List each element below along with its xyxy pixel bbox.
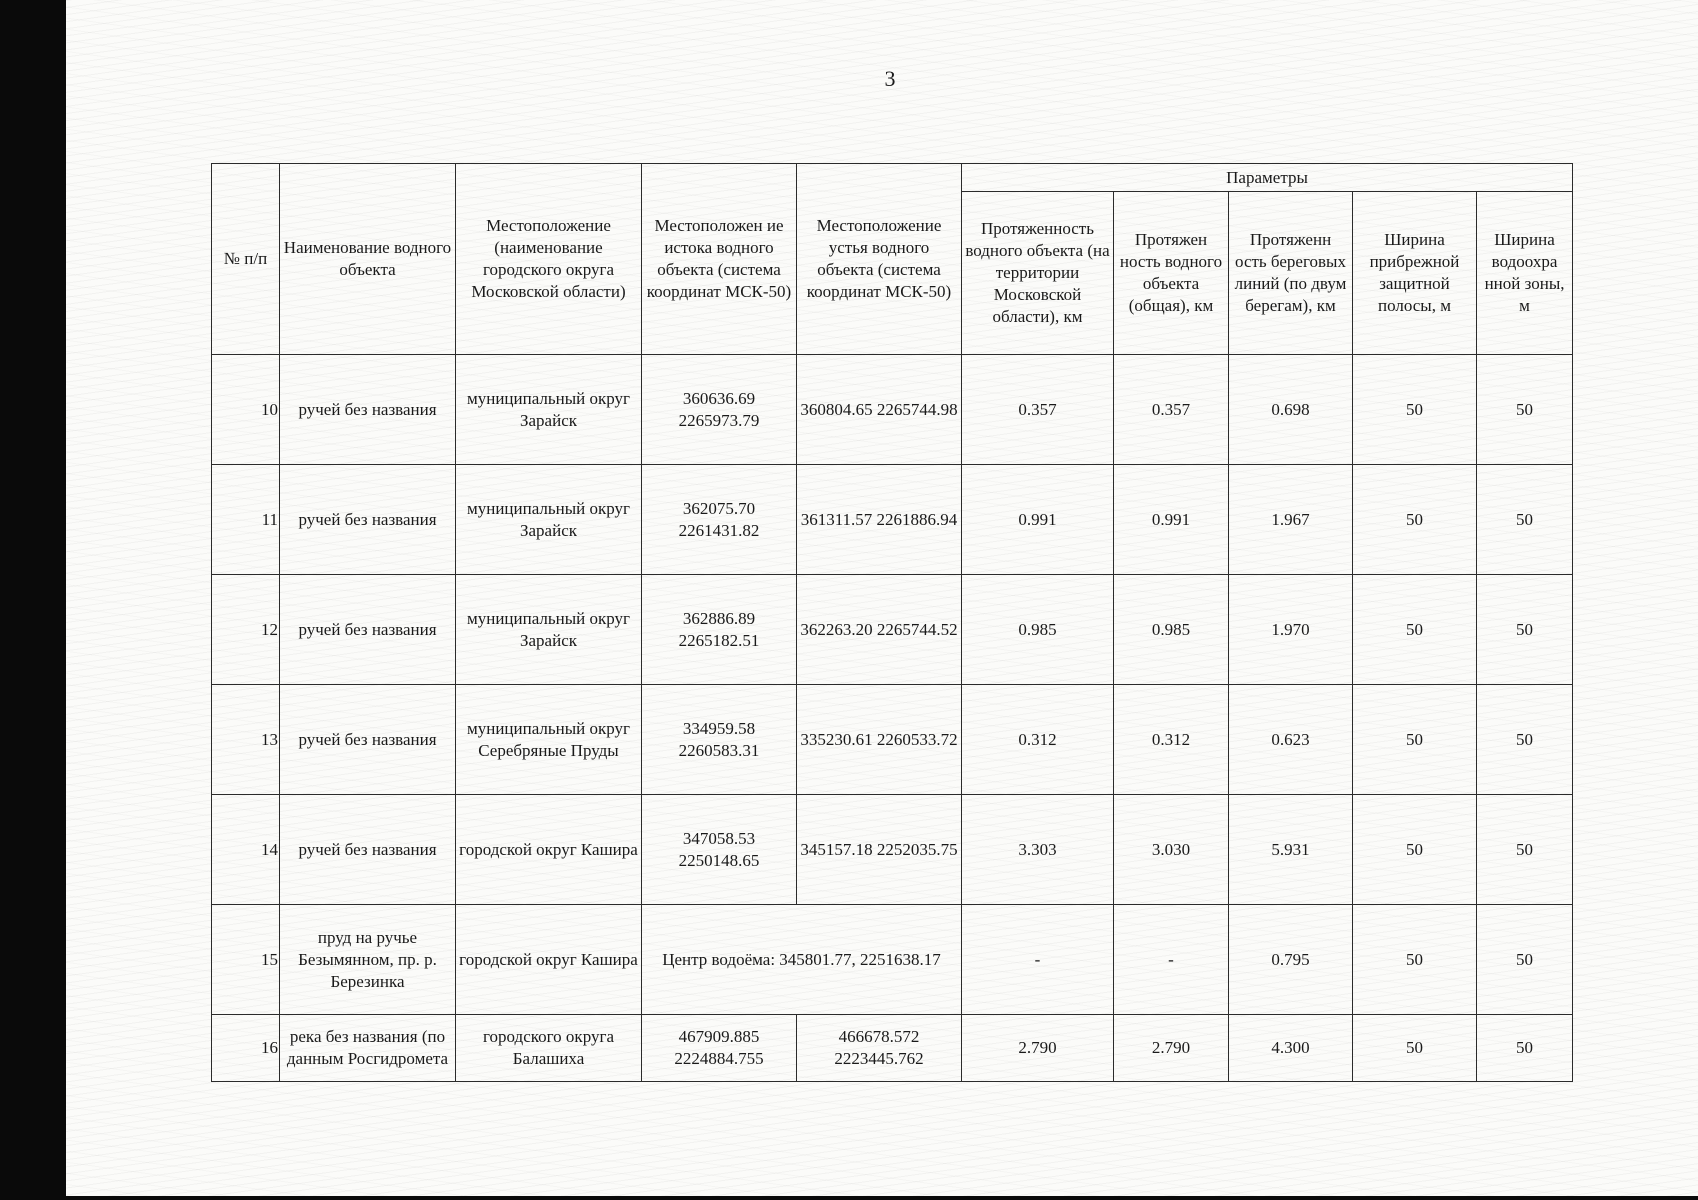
mouth-coordinates: 335230.61 2260533.72 (797, 685, 962, 795)
water-objects-table (211, 163, 1573, 1082)
protection-zone-width: 50 (1477, 795, 1573, 905)
row-num: 11 (212, 465, 280, 575)
row-num: 12 (212, 575, 280, 685)
table-row (212, 465, 1573, 575)
shore-length: 5.931 (1229, 795, 1353, 905)
mouth-coordinates: 360804.65 2265744.98 (797, 355, 962, 465)
length-total: - (1114, 905, 1229, 1015)
header-length-mo: Протяженность водного объекта (на территории Московской области), км (962, 192, 1114, 355)
protection-zone-width: 50 (1477, 685, 1573, 795)
object-location: муниципальный округ Зарайск (456, 465, 642, 575)
object-location: городской округ Кашира (456, 905, 642, 1015)
table-row (212, 575, 1573, 685)
length-total: 0.991 (1114, 465, 1229, 575)
coastal-strip-width: 50 (1353, 355, 1477, 465)
coastal-strip-width: 50 (1353, 685, 1477, 795)
shore-length: 0.623 (1229, 685, 1353, 795)
length-total: 3.030 (1114, 795, 1229, 905)
coastal-strip-width: 50 (1353, 575, 1477, 685)
scan-bottom-edge (0, 1196, 1698, 1200)
shore-length: 0.795 (1229, 905, 1353, 1015)
table-row (212, 685, 1573, 795)
protection-zone-width: 50 (1477, 465, 1573, 575)
mouth-coordinates: 345157.18 2252035.75 (797, 795, 962, 905)
object-name: ручей без названия (280, 575, 456, 685)
pond-center-coordinates: Центр водоёма: 345801.77, 2251638.17 (642, 905, 962, 1015)
table-row (212, 795, 1573, 905)
protection-zone-width: 50 (1477, 1015, 1573, 1082)
object-location: муниципальный округ Зарайск (456, 355, 642, 465)
length-total: 0.312 (1114, 685, 1229, 795)
header-location: Местоположение (наименование городского округа Московской области) (456, 164, 642, 355)
header-params: Параметры (962, 164, 1573, 192)
coastal-strip-width: 50 (1353, 795, 1477, 905)
protection-zone-width: 50 (1477, 575, 1573, 685)
protection-zone-width: 50 (1477, 905, 1573, 1015)
length-total: 0.357 (1114, 355, 1229, 465)
table-row (212, 1015, 1573, 1082)
row-num: 10 (212, 355, 280, 465)
mouth-coordinates: 362263.20 2265744.52 (797, 575, 962, 685)
length-total: 0.985 (1114, 575, 1229, 685)
protection-zone-width: 50 (1477, 355, 1573, 465)
shore-length: 1.970 (1229, 575, 1353, 685)
shore-length: 1.967 (1229, 465, 1353, 575)
row-num: 16 (212, 1015, 280, 1082)
header-shore-length: Протяженн ость береговых линий (по двум берегам), км (1229, 192, 1353, 355)
row-num: 15 (212, 905, 280, 1015)
source-coordinates: 360636.69 2265973.79 (642, 355, 797, 465)
object-location: городской округ Кашира (456, 795, 642, 905)
shore-length: 0.698 (1229, 355, 1353, 465)
object-name: ручей без названия (280, 465, 456, 575)
coastal-strip-width: 50 (1353, 465, 1477, 575)
object-location: муниципальный округ Зарайск (456, 575, 642, 685)
source-coordinates: 467909.885 2224884.755 (642, 1015, 797, 1082)
header-row (212, 164, 1573, 192)
object-location: муниципальный округ Серебряные Пруды (456, 685, 642, 795)
length-mo: 0.357 (962, 355, 1114, 465)
header-length-total: Протяжен ность водного объекта (общая), км (1114, 192, 1229, 355)
length-mo: 0.985 (962, 575, 1114, 685)
length-total: 2.790 (1114, 1015, 1229, 1082)
length-mo: 2.790 (962, 1015, 1114, 1082)
scan-left-edge (0, 0, 66, 1200)
coastal-strip-width: 50 (1353, 1015, 1477, 1082)
header-name: Наименование водного объекта (280, 164, 456, 355)
table-row (212, 905, 1573, 1015)
object-location: городского округа Балашиха (456, 1015, 642, 1082)
mouth-coordinates: 361311.57 2261886.94 (797, 465, 962, 575)
source-coordinates: 347058.53 2250148.65 (642, 795, 797, 905)
source-coordinates: 362886.89 2265182.51 (642, 575, 797, 685)
length-mo: 3.303 (962, 795, 1114, 905)
source-coordinates: 362075.70 2261431.82 (642, 465, 797, 575)
mouth-coordinates: 466678.572 2223445.762 (797, 1015, 962, 1082)
row-num: 14 (212, 795, 280, 905)
object-name: ручей без названия (280, 355, 456, 465)
object-name: пруд на ручье Безымянном, пр. р. Березинка (280, 905, 456, 1015)
header-source: Местоположен ие истока водного объекта (система координат МСК-50) (642, 164, 797, 355)
length-mo: 0.991 (962, 465, 1114, 575)
object-name: река без названия (по данным Росгидромета (280, 1015, 456, 1082)
header-mouth: Местоположение устья водного объекта (система координат МСК-50) (797, 164, 962, 355)
coastal-strip-width: 50 (1353, 905, 1477, 1015)
object-name: ручей без названия (280, 685, 456, 795)
object-name: ручей без названия (280, 795, 456, 905)
source-coordinates: 334959.58 2260583.31 (642, 685, 797, 795)
page-number: 3 (884, 66, 896, 91)
table-row (212, 355, 1573, 465)
header-protection-zone: Ширина водоохра нной зоны, м (1477, 192, 1573, 355)
length-mo: - (962, 905, 1114, 1015)
shore-length: 4.300 (1229, 1015, 1353, 1082)
header-num: № п/п (212, 164, 280, 355)
length-mo: 0.312 (962, 685, 1114, 795)
row-num: 13 (212, 685, 280, 795)
header-coastal-strip: Ширина прибрежной защитной полосы, м (1353, 192, 1477, 355)
